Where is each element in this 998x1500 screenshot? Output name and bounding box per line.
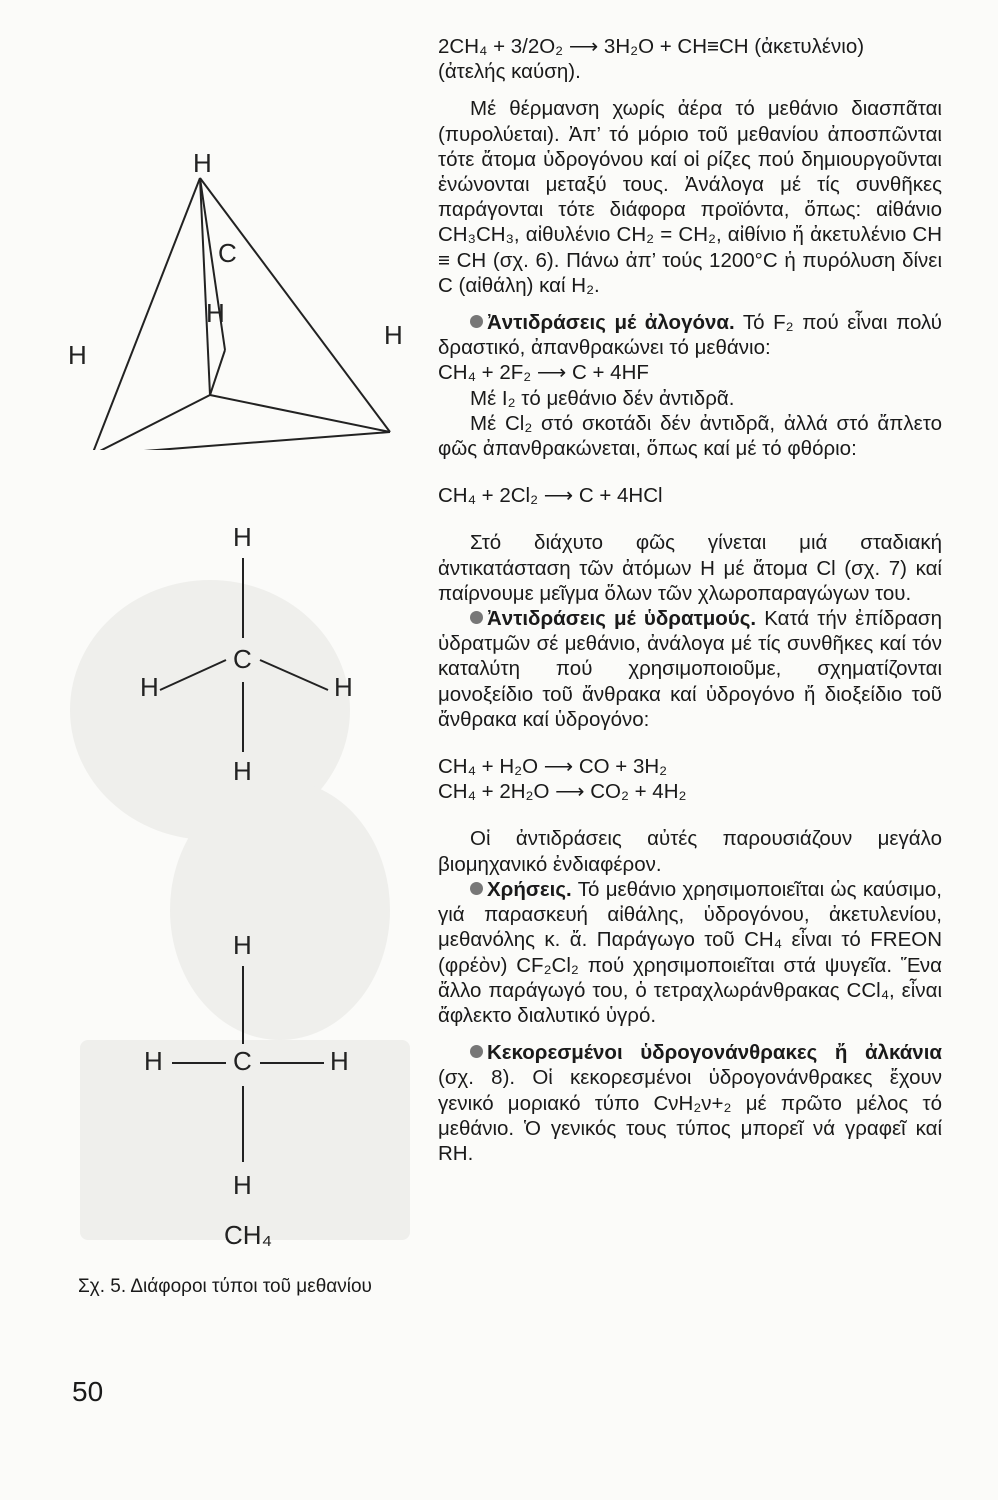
- heading-alkanes: Κεκορεσμένοι ὑδρογονάνθρακες ἤ ἀλκάνια: [487, 1041, 942, 1065]
- tetrahedron-labels: [40, 60, 420, 480]
- bullet-icon: [470, 611, 483, 624]
- atom-h-left: H: [144, 1046, 163, 1076]
- equation-note: (ἀτελής καύση).: [438, 60, 581, 84]
- equation-steam-1: CH₄ + H₂O ⟶ CO + 3H₂: [438, 755, 668, 779]
- bullet-icon: [470, 1045, 483, 1058]
- paragraph-industrial: Οἱ ἀντιδράσεις αὐτές παρουσιάζουν μεγάλο βιομηχανικό ἐνδιαφέρον.: [438, 827, 942, 876]
- atom-h-top: H: [233, 930, 252, 960]
- bullet-icon: [470, 882, 483, 895]
- flat-formula: [130, 930, 370, 1310]
- atom-h-bottom: H: [233, 1170, 252, 1200]
- body-text: [438, 34, 942, 1166]
- atom-h-top: H: [233, 522, 252, 552]
- atom-c-center: C: [218, 238, 237, 268]
- paragraph-alkanes-text: (σχ. 8). Οἱ κεκορεσμένοι ὑδρογονάνθρακες ἔχουν γενικό μοριακό τύπο CνH₂ν+₂ μέ πρῶτο μέλος τό μεθάνιο. Ὁ γενικός τους τύπος μπορεῖ νά γραφεῖ καί RH.: [438, 1066, 942, 1165]
- heading-uses: Χρήσεις.: [487, 877, 572, 901]
- atom-h-left: H: [68, 340, 87, 370]
- figure-caption: Σχ. 5. Διάφοροι τύποι τοῦ μεθανίου: [78, 1276, 372, 1297]
- skeletal-formula: [130, 522, 370, 792]
- atom-h-bottom: H: [233, 756, 252, 786]
- atom-c-center: C: [233, 644, 252, 674]
- bond-line: [172, 1062, 226, 1064]
- paragraph-iodine: Μέ I₂ τό μεθάνιο δέν ἀντιδρᾶ.: [470, 386, 735, 410]
- atom-h-right: H: [330, 1046, 349, 1076]
- bond-line: [242, 1086, 244, 1162]
- figure-area: [40, 60, 420, 1370]
- paragraph-uses-text: Τό μεθάνιο χρησιμοποιεῖται ὡς καύσιμο, γιά παρασκευή αἰθάλης, ὑδρογόνου, ἀκετυλενίου, μεθανόλης κ. ἄ. Παράγωγο τοῦ CH₄ εἶναι τό FREON (φρέὸν) CF₂Cl₂ πού χρησιμοποιεῖται στά ψυγεῖα. Ἕνα ἄλλο παράγωγό του, ὁ τετραχλωράνθρακας CCl₄, εἶναι ἄφλεκτο διαλυτικό ὑγρό.: [438, 877, 942, 1027]
- atom-c-center: C: [233, 1046, 252, 1076]
- paragraph-halogens-text: Τό F₂ πού εἶναι πολύ δραστικό, ἀπανθρακώνει τό μεθάνιο:: [438, 311, 942, 360]
- paragraph-chlorine: Μέ Cl₂ στό σκοτάδι δέν ἀντιδρᾶ, ἀλλά στό ἄπλετο φῶς ἀπανθρακώνεται, ὅπως καί μέ τό φθόριο:: [438, 411, 942, 461]
- equation-fluorine: CH₄ + 2F₂ ⟶ C + 4HF: [438, 361, 649, 385]
- paragraph-steam-text: Κατά τήν ἐπίδραση ὑδρατμῶν σέ μεθάνιο, ἀνάλογα μέ τίς συνθῆκες καί τόν καταλύτη πού χρησιμοποιοῦμε, σχηματίζονται μονοξείδιο τοῦ ἄνθρακα καί ὑδρογόνο ἤ διοξείδιο τοῦ ἄνθρακα καί ὑδρογόνο:: [438, 607, 942, 731]
- bullet-icon: [470, 315, 483, 328]
- bond-line: [242, 682, 244, 752]
- bond-line: [242, 558, 244, 638]
- molecular-formula: CH₄: [224, 1220, 273, 1250]
- bond-line: [242, 966, 244, 1044]
- paragraph-substitution: Στό διάχυτο φῶς γίνεται μιά σταδιακή ἀντικατάσταση τῶν ἀτόμων H μέ ἄτομα Cl (σχ. 7) καί παίρνουμε μεῖγμα ὅλων τῶν χλωροπαραγώγων του.: [438, 531, 942, 605]
- page-number: 50: [72, 1376, 104, 1407]
- atom-h-bottom: H: [206, 298, 225, 328]
- paragraph-steam: [438, 606, 942, 732]
- paragraph-alkanes: [438, 1040, 942, 1166]
- equation-steam-2: CH₄ + 2H₂O ⟶ CO₂ + 4H₂: [438, 780, 687, 804]
- paragraph-pyrolysis: Μέ θέρμανση χωρίς ἀέρα τό μεθάνιο διασπᾶται (πυρολύεται). Ἀπ’ τό μόριο τοῦ μεθανίου ἀποσπῶνται τότε ἄτομα ὑδρογόνου καί οἱ ρίζες πού δημιουργοῦνται ἑνώνονται μεταξύ τους. Ἀνάλογα μέ τίς συνθῆκες παράγονται τότε διάφορα προϊόντα, ὅπως: αἰθάνιο CH₃CH₃, αἰθυλένιο CH₂ = CH₂, αἰθίνιο ἤ ἀκετυλένιο CH ≡ CH (σχ. 6). Πάνω ἀπ’ τούς 1200°C ἡ πυρόλυση δίνει C (αἰθάλη) καί H₂.: [438, 97, 942, 297]
- atom-h-right: H: [384, 320, 403, 350]
- atom-h-top: H: [193, 148, 212, 178]
- atom-h-left: H: [140, 672, 159, 702]
- equation-combustion: 2CH₄ + 3/2O₂ ⟶ 3H₂O + CH≡CH (ἀκετυλένιο): [438, 35, 865, 58]
- heading-halogens: Ἀντιδράσεις μέ ἀλογόνα.: [487, 311, 735, 335]
- heading-steam: Ἀντιδράσεις μέ ὑδρατμούς.: [487, 607, 757, 631]
- bond-line: [260, 1062, 324, 1064]
- paragraph-halogens: [438, 310, 942, 360]
- paragraph-uses: [438, 877, 942, 1028]
- equation-chlorine: CH₄ + 2Cl₂ ⟶ C + 4HCl: [438, 484, 663, 508]
- atom-h-right: H: [334, 672, 353, 702]
